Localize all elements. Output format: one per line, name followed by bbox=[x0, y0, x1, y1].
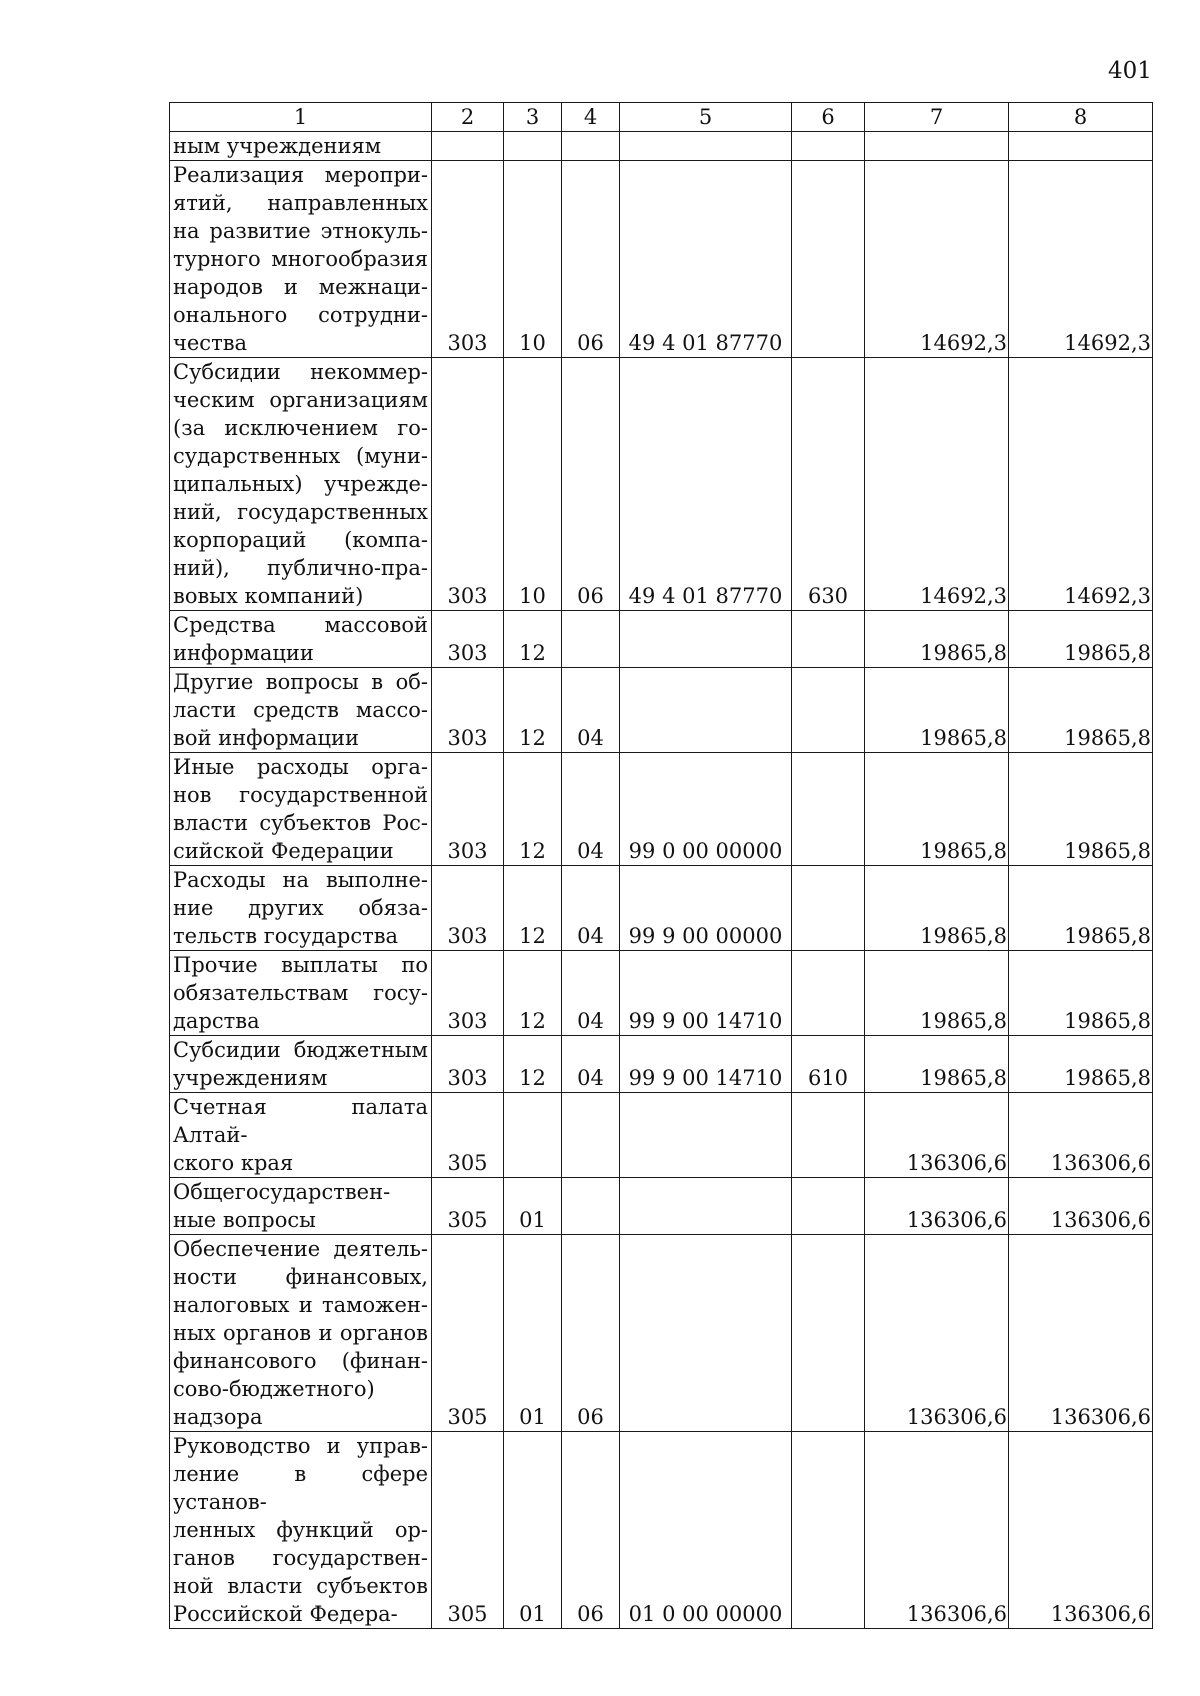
row-name-line: ласти средств массо- bbox=[173, 698, 428, 722]
amount-cell-8: 19865,8 bbox=[1009, 866, 1153, 951]
row-name-cell bbox=[170, 1036, 432, 1093]
row-name-line: ний, государственных bbox=[173, 500, 428, 524]
row-name-line: чества bbox=[173, 331, 248, 355]
row-name-cell bbox=[170, 1432, 432, 1629]
subsection-code-cell: 04 bbox=[562, 753, 620, 866]
admin-code-cell: 305 bbox=[432, 1178, 504, 1235]
subsection-code-cell: 04 bbox=[562, 951, 620, 1036]
row-name-line: Средства массовой bbox=[173, 613, 428, 637]
section-code-cell: 12 bbox=[504, 753, 562, 866]
row-name-line: ление в сфере установ- bbox=[173, 1462, 428, 1514]
row-name-line: сударственных (муни- bbox=[173, 444, 428, 468]
row-name-cell bbox=[170, 1178, 432, 1235]
amount-cell-7: 19865,8 bbox=[865, 668, 1009, 753]
row-name-cell bbox=[170, 161, 432, 358]
row-name-line: Счетная палата Алтай- bbox=[173, 1095, 428, 1147]
expense-type-cell: 610 bbox=[792, 1036, 865, 1093]
amount-cell-7: 19865,8 bbox=[865, 753, 1009, 866]
admin-code-cell: 303 bbox=[432, 358, 504, 611]
expense-type-cell bbox=[792, 132, 865, 161]
admin-code-cell: 303 bbox=[432, 668, 504, 753]
expense-type-cell bbox=[792, 1093, 865, 1178]
header-cell-2: 2 bbox=[432, 103, 504, 132]
row-name-line: надзора bbox=[173, 1405, 263, 1429]
row-name-line: ным учреждениям bbox=[173, 134, 382, 158]
row-name-line: дарства bbox=[173, 1009, 260, 1033]
target-article-cell bbox=[620, 1093, 792, 1178]
admin-code-cell: 303 bbox=[432, 866, 504, 951]
section-code-cell: 01 bbox=[504, 1432, 562, 1629]
amount-cell-7: 136306,6 bbox=[865, 1093, 1009, 1178]
amount-cell-7: 136306,6 bbox=[865, 1178, 1009, 1235]
subsection-code-cell: 04 bbox=[562, 1036, 620, 1093]
table-row bbox=[170, 668, 1153, 753]
row-name-line: ганов государствен- bbox=[173, 1546, 428, 1570]
admin-code-cell: 303 bbox=[432, 951, 504, 1036]
subsection-code-cell: 06 bbox=[562, 161, 620, 358]
target-article-cell bbox=[620, 668, 792, 753]
amount-cell-8: 14692,3 bbox=[1009, 161, 1153, 358]
row-name-line: сийской Федерации bbox=[173, 839, 394, 863]
row-name-line: Обеспечение деятель- bbox=[173, 1237, 428, 1261]
row-name-line: информации bbox=[173, 641, 314, 665]
section-code-cell: 12 bbox=[504, 1036, 562, 1093]
row-name-line: Реализация меропри- bbox=[173, 163, 428, 187]
row-name-line: ний), публично-пра- bbox=[173, 556, 428, 580]
expense-type-cell bbox=[792, 951, 865, 1036]
amount-cell-7: 136306,6 bbox=[865, 1432, 1009, 1629]
table-body bbox=[170, 103, 1153, 1629]
header-cell-1: 1 bbox=[170, 103, 432, 132]
row-name-line: Общегосударствен- bbox=[173, 1180, 391, 1204]
table-row bbox=[170, 1093, 1153, 1178]
row-name-line: Субсидии некоммер- bbox=[173, 360, 428, 384]
section-code-cell: 12 bbox=[504, 611, 562, 668]
amount-cell-8: 136306,6 bbox=[1009, 1432, 1153, 1629]
subsection-code-cell: 04 bbox=[562, 866, 620, 951]
subsection-code-cell bbox=[562, 1178, 620, 1235]
target-article-cell bbox=[620, 132, 792, 161]
row-name-line: тельств государства bbox=[173, 924, 399, 948]
amount-cell-8: 136306,6 bbox=[1009, 1178, 1153, 1235]
row-name-cell bbox=[170, 951, 432, 1036]
expense-type-cell bbox=[792, 668, 865, 753]
row-name-cell bbox=[170, 611, 432, 668]
row-name-line: ности финансовых, bbox=[173, 1265, 428, 1289]
row-name-cell bbox=[170, 1093, 432, 1178]
amount-cell-7: 19865,8 bbox=[865, 611, 1009, 668]
section-code-cell: 10 bbox=[504, 358, 562, 611]
header-cell-3: 3 bbox=[504, 103, 562, 132]
subsection-code-cell: 06 bbox=[562, 1235, 620, 1432]
row-name-line: Российской Федера- bbox=[173, 1602, 398, 1626]
amount-cell-7 bbox=[865, 132, 1009, 161]
row-name-line: Руководство и управ- bbox=[173, 1434, 428, 1458]
admin-code-cell: 305 bbox=[432, 1432, 504, 1629]
amount-cell-8: 14692,3 bbox=[1009, 358, 1153, 611]
row-name-line: корпораций (компа- bbox=[173, 528, 428, 552]
subsection-code-cell: 04 bbox=[562, 668, 620, 753]
row-name-line: турного многообразия bbox=[173, 247, 428, 271]
section-code-cell: 12 bbox=[504, 668, 562, 753]
row-name-cell bbox=[170, 753, 432, 866]
row-name-line: нов государственной bbox=[173, 783, 428, 807]
expense-type-cell bbox=[792, 753, 865, 866]
section-code-cell: 01 bbox=[504, 1178, 562, 1235]
row-name-line: Расходы на выполне- bbox=[173, 868, 428, 892]
row-name-line: ной власти субъектов bbox=[173, 1574, 428, 1598]
header-cell-5: 5 bbox=[620, 103, 792, 132]
table-row bbox=[170, 753, 1153, 866]
admin-code-cell: 303 bbox=[432, 753, 504, 866]
target-article-cell: 99 9 00 14710 bbox=[620, 1036, 792, 1093]
admin-code-cell bbox=[432, 132, 504, 161]
row-name-line: онального сотрудни- bbox=[173, 303, 428, 327]
expense-type-cell bbox=[792, 866, 865, 951]
table-row bbox=[170, 161, 1153, 358]
table-row bbox=[170, 866, 1153, 951]
amount-cell-8: 136306,6 bbox=[1009, 1235, 1153, 1432]
table-row bbox=[170, 1178, 1153, 1235]
header-cell-6: 6 bbox=[792, 103, 865, 132]
table-row bbox=[170, 132, 1153, 161]
header-row bbox=[170, 103, 1153, 132]
target-article-cell: 49 4 01 87770 bbox=[620, 358, 792, 611]
admin-code-cell: 303 bbox=[432, 161, 504, 358]
expense-type-cell bbox=[792, 1178, 865, 1235]
section-code-cell: 10 bbox=[504, 161, 562, 358]
target-article-cell bbox=[620, 1235, 792, 1432]
admin-code-cell: 303 bbox=[432, 1036, 504, 1093]
subsection-code-cell bbox=[562, 1093, 620, 1178]
section-code-cell bbox=[504, 132, 562, 161]
expense-type-cell bbox=[792, 1235, 865, 1432]
row-name-line: Прочие выплаты по bbox=[173, 953, 428, 977]
row-name-line: ные вопросы bbox=[173, 1208, 316, 1232]
amount-cell-7: 136306,6 bbox=[865, 1235, 1009, 1432]
row-name-line: ных органов и органов bbox=[173, 1321, 428, 1345]
row-name-cell bbox=[170, 668, 432, 753]
row-name-line: вовых компаний) bbox=[173, 584, 364, 608]
row-name-line: ятий, направленных bbox=[173, 191, 428, 215]
row-name-line: власти субъектов Рос- bbox=[173, 811, 428, 835]
budget-table bbox=[169, 102, 1153, 1629]
amount-cell-7: 14692,3 bbox=[865, 161, 1009, 358]
subsection-code-cell: 06 bbox=[562, 1432, 620, 1629]
amount-cell-8 bbox=[1009, 132, 1153, 161]
table-row bbox=[170, 951, 1153, 1036]
row-name-cell bbox=[170, 132, 432, 161]
amount-cell-8: 136306,6 bbox=[1009, 1093, 1153, 1178]
section-code-cell: 12 bbox=[504, 951, 562, 1036]
table-row bbox=[170, 1432, 1153, 1629]
header-cell-8: 8 bbox=[1009, 103, 1153, 132]
target-article-cell bbox=[620, 611, 792, 668]
target-article-cell: 99 9 00 00000 bbox=[620, 866, 792, 951]
row-name-line: Иные расходы орга- bbox=[173, 755, 428, 779]
expense-type-cell bbox=[792, 1432, 865, 1629]
target-article-cell: 01 0 00 00000 bbox=[620, 1432, 792, 1629]
amount-cell-8: 19865,8 bbox=[1009, 753, 1153, 866]
amount-cell-8: 19865,8 bbox=[1009, 668, 1153, 753]
amount-cell-7: 19865,8 bbox=[865, 866, 1009, 951]
header-cell-7: 7 bbox=[865, 103, 1009, 132]
row-name-cell bbox=[170, 358, 432, 611]
subsection-code-cell bbox=[562, 132, 620, 161]
target-article-cell: 99 9 00 14710 bbox=[620, 951, 792, 1036]
row-name-line: финансового (финан- bbox=[173, 1349, 428, 1373]
amount-cell-8: 19865,8 bbox=[1009, 611, 1153, 668]
page-number: 401 bbox=[1108, 58, 1152, 84]
table-row bbox=[170, 1235, 1153, 1432]
amount-cell-7: 14692,3 bbox=[865, 358, 1009, 611]
section-code-cell bbox=[504, 1093, 562, 1178]
subsection-code-cell bbox=[562, 611, 620, 668]
row-name-line: сово-бюджетного) bbox=[173, 1377, 375, 1401]
row-name-line: учреждениям bbox=[173, 1066, 328, 1090]
admin-code-cell: 303 bbox=[432, 611, 504, 668]
subsection-code-cell: 06 bbox=[562, 358, 620, 611]
table-row bbox=[170, 358, 1153, 611]
row-name-line: на развитие этнокуль- bbox=[173, 219, 428, 243]
row-name-cell bbox=[170, 1235, 432, 1432]
expense-type-cell bbox=[792, 161, 865, 358]
amount-cell-8: 19865,8 bbox=[1009, 951, 1153, 1036]
target-article-cell: 49 4 01 87770 bbox=[620, 161, 792, 358]
row-name-line: ческим организациям bbox=[173, 388, 428, 412]
row-name-line: вой информации bbox=[173, 726, 360, 750]
table-row bbox=[170, 611, 1153, 668]
target-article-cell bbox=[620, 1178, 792, 1235]
row-name-line: ленных функций ор- bbox=[173, 1518, 428, 1542]
row-name-line: ние других обяза- bbox=[173, 896, 428, 920]
header-cell-4: 4 bbox=[562, 103, 620, 132]
expense-type-cell: 630 bbox=[792, 358, 865, 611]
row-name-line: ского края bbox=[173, 1151, 294, 1175]
admin-code-cell: 305 bbox=[432, 1235, 504, 1432]
row-name-line: обязательствам госу- bbox=[173, 981, 428, 1005]
row-name-line: народов и межнаци- bbox=[173, 275, 428, 299]
amount-cell-7: 19865,8 bbox=[865, 1036, 1009, 1093]
expense-type-cell bbox=[792, 611, 865, 668]
section-code-cell: 01 bbox=[504, 1235, 562, 1432]
row-name-line: Субсидии бюджетным bbox=[173, 1038, 428, 1062]
amount-cell-8: 19865,8 bbox=[1009, 1036, 1153, 1093]
target-article-cell: 99 0 00 00000 bbox=[620, 753, 792, 866]
row-name-line: Другие вопросы в об- bbox=[173, 670, 428, 694]
admin-code-cell: 305 bbox=[432, 1093, 504, 1178]
row-name-line: (за исключением го- bbox=[173, 416, 428, 440]
row-name-line: ципальных) учрежде- bbox=[173, 472, 428, 496]
row-name-line: налоговых и таможен- bbox=[173, 1293, 428, 1317]
row-name-cell bbox=[170, 866, 432, 951]
table-row bbox=[170, 1036, 1153, 1093]
amount-cell-7: 19865,8 bbox=[865, 951, 1009, 1036]
section-code-cell: 12 bbox=[504, 866, 562, 951]
